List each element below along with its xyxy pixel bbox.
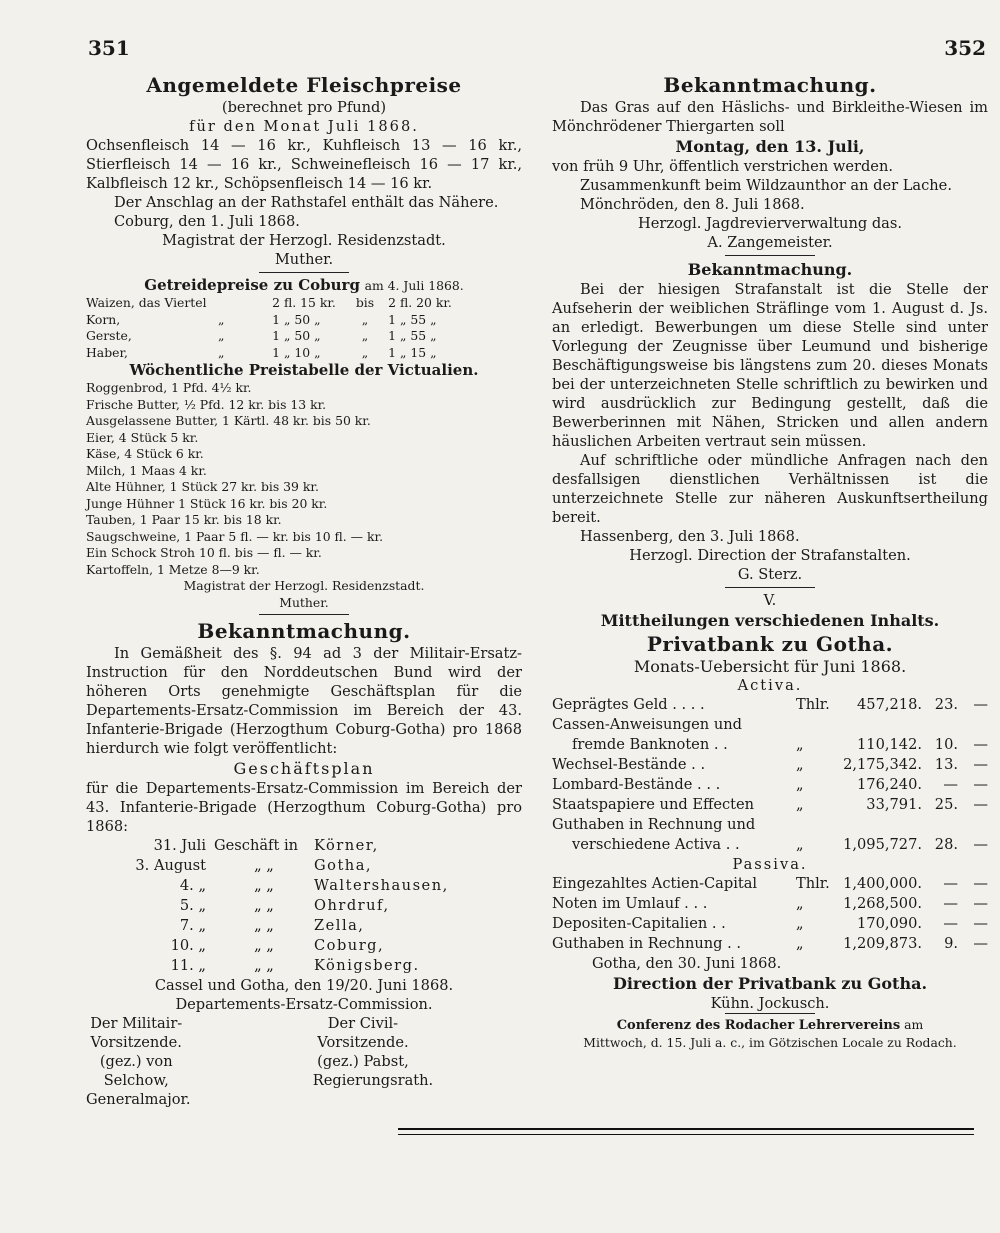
grain-unit-to: „ 15 „ <box>400 344 437 360</box>
balance-label: Eingezahltes Actien-Capital <box>552 875 758 892</box>
balance-label: Guthaben in Rechnung und <box>552 816 756 833</box>
prison-place-date: Hassenberg, den 3. Juli 1868. <box>580 528 800 545</box>
grain-name: Gerste, <box>86 328 132 343</box>
balance-silver: 23. <box>934 696 958 713</box>
balance-amount: 1,400,000. <box>843 875 922 892</box>
grain-ditto: „ <box>218 328 225 343</box>
divider <box>725 1013 815 1014</box>
grain-value-to: 2 <box>388 295 396 310</box>
prison-notice-body: Bei der hiesigen Strafanstalt ist die Stelle der Aufseherin der weiblichen Sträflinge vom 1. August d. Js. an erledigt. Bewerbungen um diese Stelle sind unter Vorlegung der Zeugnisse über Leumund und bisherige Beschäftigungsweise bis längstens zum 20. dieses Monats bei der unterzeichneten Stelle schriftlich zu bewirken und wird ausdrücklich zur Bedingung gestellt, daß die Bewerberinnen mit Nähen, Stricken und allen andern häuslichen Arbeiten vertraut sein müssen. <box>552 281 988 450</box>
balance-pfennig <box>958 715 988 735</box>
balance-label: Guthaben in Rechnung . . <box>552 935 742 952</box>
meat-prices-title: Angemeldete Fleischpreise <box>146 73 462 97</box>
signature-military <box>86 1014 295 1109</box>
schedule-business: „ „ <box>254 877 274 894</box>
balance-silver <box>922 715 958 735</box>
schedule-date: 4. „ <box>179 877 206 894</box>
balance-silver: — <box>943 776 958 793</box>
balance-currency: „ <box>796 776 804 793</box>
grain-value-from: 2 <box>272 295 280 310</box>
schedule-place: Körner, <box>314 837 379 854</box>
balance-currency: Thlr. <box>796 696 830 713</box>
victuals-signer: Muther. <box>279 594 329 610</box>
balance-pfennig: — <box>973 796 988 813</box>
page-number-right: 352 <box>944 36 986 60</box>
schedule-place: Waltershausen, <box>314 877 449 894</box>
meat-signer: Muther. <box>274 251 334 268</box>
section-numeral: V. <box>763 592 777 609</box>
victual-item: Saugschweine, 1 Paar 5 fl. — kr. bis 10 fl. — kr. <box>86 528 384 544</box>
plan-title: Geschäftsplan <box>233 759 375 778</box>
balance-row <box>552 735 988 755</box>
grain-value-to: 1 <box>388 311 396 327</box>
bank-direction: Direction der Privatbank zu Gotha. <box>612 974 928 993</box>
grain-name: Korn, <box>86 311 121 327</box>
notice-signatures <box>86 1014 522 1109</box>
schedule-date: 7. „ <box>179 917 206 934</box>
schedule-place: Zella, <box>314 917 365 934</box>
grain-value-to: 1 <box>388 344 396 360</box>
meat-prices-list: Ochsenfleisch 14 — 16 kr., Kuhfleisch 13 — 16 kr., Stierfleisch 14 — 16 kr., Schweinefleisch 16 — 17 kr., Kalbfleisch 12 kr., Schöpsenfleisch 14 — 16 kr. <box>86 137 522 192</box>
grain-value-from: 1 <box>272 344 280 360</box>
balance-pfennig <box>958 815 988 835</box>
balance-row <box>552 755 988 775</box>
notice-commission: Departements-Ersatz-Commission. <box>175 996 433 1013</box>
schedule-row <box>86 936 522 956</box>
bank-place-date: Gotha, den 30. Juni 1868. <box>592 955 782 972</box>
grass-signer: A. Zangemeister. <box>707 234 833 251</box>
balance-currency <box>796 715 832 735</box>
divider <box>725 255 815 256</box>
conference-heading <box>552 1017 988 1035</box>
balance-amount <box>832 715 922 735</box>
bank-title: Privatbank zu Gotha. <box>646 632 894 656</box>
schedule-row <box>86 956 522 976</box>
balance-row <box>552 934 988 954</box>
right-column <box>552 72 988 1051</box>
passiva-label: Passiva. <box>732 856 808 873</box>
balance-silver: 25. <box>934 796 958 813</box>
grass-authority: Herzogl. Jagdrevierverwaltung das. <box>637 215 902 232</box>
balance-silver: 10. <box>934 736 958 753</box>
plan-subtitle: für die Departements-Ersatz-Commission im Bereich der 43. Infanterie-Brigade (Herzogthum Coburg-Gotha) pro 1868: <box>86 780 522 835</box>
balance-label: Wechsel-Bestände . . <box>552 756 706 773</box>
grass-notice-body2: von früh 9 Uhr, öffentlich verstrichen werden. <box>552 158 893 175</box>
balance-silver: — <box>943 875 958 892</box>
grain-row <box>86 295 522 312</box>
grain-value-to: 1 <box>388 328 396 343</box>
signature-name: (gez.) von Selchow, <box>99 1053 173 1089</box>
signature-rank: Generalmajor. <box>86 1091 191 1108</box>
prison-authority: Herzogl. Direction der Strafanstalten. <box>629 547 911 564</box>
meat-prices-subtitle: (berechnet pro Pfund) <box>221 99 387 116</box>
schedule-business: „ „ <box>254 857 274 874</box>
schedule-business: „ „ <box>254 957 274 974</box>
grain-name: Haber, <box>86 344 128 360</box>
victual-item: Tauben, 1 Paar 15 kr. bis 18 kr. <box>86 512 282 527</box>
signature-civil <box>313 1014 522 1109</box>
meat-authority: Magistrat der Herzogl. Residenzstadt. <box>162 232 446 249</box>
balance-pfennig: — <box>973 776 988 793</box>
meat-prices-month: für den Monat Juli 1868. <box>189 118 419 135</box>
schedule-row <box>86 876 522 896</box>
grass-notice-body: Das Gras auf den Häslichs- und Birkleithe-Wiesen im Mönchrödener Thiergarten soll <box>552 99 988 135</box>
schedule-place: Gotha, <box>314 857 373 874</box>
grain-prices-table <box>86 295 522 361</box>
balance-row <box>552 894 988 914</box>
balance-pfennig: — <box>973 875 988 892</box>
victual-item: Ein Schock Stroh 10 fl. bis — fl. — kr. <box>86 545 322 560</box>
balance-currency: „ <box>796 895 804 912</box>
balance-row <box>552 775 988 795</box>
grass-notice-title: Bekanntmachung. <box>663 73 877 97</box>
balance-row <box>552 815 988 835</box>
prison-signer: G. Sterz. <box>737 566 803 583</box>
schedule-business: „ „ <box>254 937 274 954</box>
balance-row <box>552 835 988 855</box>
balance-label: Noten im Umlauf . . . <box>552 895 708 912</box>
grain-value-from: 1 <box>272 328 280 343</box>
victual-item: Käse, 4 Stück 6 kr. <box>86 446 204 461</box>
balance-pfennig: — <box>973 756 988 773</box>
schedule-row <box>86 856 522 876</box>
section-title: Mittheilungen verschiedenen Inhalts. <box>600 611 940 630</box>
grain-row <box>86 328 522 345</box>
schedule-place: Coburg, <box>314 937 385 954</box>
victual-item: Roggenbrod, 1 Pfd. 4½ kr. <box>86 380 252 395</box>
balance-label: verschiedene Activa . . <box>572 836 740 853</box>
grain-prices-title: Getreidepreise zu Coburg <box>144 276 360 294</box>
balance-pfennig: — <box>973 696 988 713</box>
balance-amount: 176,240. <box>857 776 922 793</box>
balance-pfennig: — <box>973 895 988 912</box>
grain-name: Waizen, das Viertel <box>86 295 207 310</box>
balance-label: Depositen-Capitalien . . <box>552 915 726 932</box>
grain-unit-from: „ 10 „ <box>284 344 321 360</box>
balance-amount: 1,268,500. <box>843 895 922 912</box>
balance-currency: „ <box>796 756 804 773</box>
page-number-left: 351 <box>88 36 130 60</box>
grain-unit-to: „ 55 „ <box>400 311 437 327</box>
balance-currency: „ <box>796 796 804 813</box>
bank-overview: Monats-Uebersicht für Juni 1868. <box>633 657 907 676</box>
bottom-rule <box>398 1128 974 1130</box>
balance-label: Geprägtes Geld . . . . <box>552 696 705 713</box>
balance-silver: — <box>943 895 958 912</box>
schedule-place: Königsberg. <box>314 957 420 974</box>
grain-prices-date: am 4. Juli 1868. <box>364 278 464 293</box>
activa-label: Activa. <box>737 677 803 694</box>
conference-tail: am <box>904 1017 924 1032</box>
balance-row <box>552 715 988 735</box>
victual-item: Milch, 1 Maas 4 kr. <box>86 462 207 478</box>
plan-schedule <box>86 836 522 976</box>
schedule-date: 10. „ <box>170 937 206 954</box>
balance-pfennig: — <box>973 836 988 853</box>
grain-row <box>86 312 522 329</box>
balance-currency: Thlr. <box>796 875 830 892</box>
balance-amount <box>832 815 922 835</box>
meat-place-date: Coburg, den 1. Juli 1868. <box>114 213 300 230</box>
notice-place-date: Cassel und Gotha, den 19/20. Juni 1868. <box>154 977 454 994</box>
victuals-authority: Magistrat der Herzogl. Residenzstadt. <box>183 578 425 593</box>
grain-sep: „ <box>361 311 369 327</box>
bottom-rule-thin <box>398 1134 974 1135</box>
balance-silver <box>922 815 958 835</box>
bank-signers: Kühn. Jockusch. <box>710 995 830 1012</box>
balance-currency: „ <box>796 836 804 853</box>
balance-amount: 1,209,873. <box>843 935 922 952</box>
grain-sep: „ <box>361 328 369 343</box>
balance-amount: 1,095,727. <box>843 836 922 853</box>
balance-silver: 13. <box>934 756 958 773</box>
balance-label: Cassen-Anweisungen und <box>552 716 742 733</box>
balance-label: Staatspapiere und Effecten <box>552 796 755 813</box>
victual-item: Alte Hühner, 1 Stück 27 kr. bis 39 kr. <box>86 479 319 494</box>
activa-table <box>552 695 988 855</box>
balance-silver: — <box>943 915 958 932</box>
grain-unit-to: fl. 20 kr. <box>400 295 452 310</box>
balance-pfennig: — <box>973 915 988 932</box>
victuals-title: Wöchentliche Preistabelle der Victualien. <box>129 361 479 379</box>
balance-currency <box>796 815 832 835</box>
grain-ditto: „ <box>218 311 225 327</box>
military-notice-title: Bekanntmachung. <box>197 619 411 643</box>
grain-prices-heading <box>86 276 522 295</box>
victual-item: Ausgelassene Butter, 1 Kärtl. 48 kr. bis 50 kr. <box>86 413 371 428</box>
schedule-business: „ „ <box>254 917 274 934</box>
grass-notice-date: Montag, den 13. Juli, <box>675 137 865 156</box>
military-notice-body: In Gemäßheit des §. 94 ad 3 der Militair-Ersatz-Instruction für den Norddeutschen Bund wird der höheren Orts genehmigte Geschäftsplan für die Departements-Ersatz-Commission im Bereich der 43. Infanterie-Brigade (Herzogthum Coburg-Gotha) pro 1868 hierdurch wie folgt veröffentlicht: <box>86 645 522 757</box>
grain-unit-to: „ 55 „ <box>400 328 437 343</box>
balance-silver: 9. <box>944 935 958 952</box>
victual-item: Eier, 4 Stück 5 kr. <box>86 429 199 445</box>
grass-place-date: Mönchröden, den 8. Juli 1868. <box>580 196 805 213</box>
schedule-date: 31. Juli <box>153 837 206 854</box>
balance-pfennig: — <box>973 736 988 753</box>
schedule-date: 3. August <box>135 857 206 874</box>
conference-title: Conferenz des Rodacher Lehrervereins <box>616 1018 901 1033</box>
balance-amount: 2,175,342. <box>843 756 922 773</box>
balance-amount: 110,142. <box>857 736 922 753</box>
balance-pfennig: — <box>973 935 988 952</box>
balance-row <box>552 795 988 815</box>
balance-amount: 170,090. <box>857 915 922 932</box>
passiva-table <box>552 874 988 954</box>
schedule-row <box>86 916 522 936</box>
balance-label: Lombard-Bestände . . . <box>552 776 721 793</box>
grass-notice-meeting: Zusammenkunft beim Wildzaunthor an der Lache. <box>580 177 952 194</box>
victual-item: Kartoffeln, 1 Metze 8—9 kr. <box>86 561 260 577</box>
signature-name: (gez.) Pabst, <box>317 1053 409 1070</box>
conference-text: Mittwoch, d. 15. Juli a. c., im Götzischen Locale zu Rodach. <box>583 1034 957 1050</box>
balance-currency: „ <box>796 736 804 753</box>
signature-role: Der Militair-Vorsitzende. <box>90 1015 183 1051</box>
balance-currency: „ <box>796 935 804 952</box>
balance-currency: „ <box>796 915 804 932</box>
balance-amount: 33,791. <box>866 796 922 813</box>
divider <box>725 587 815 588</box>
signature-role: Der Civil-Vorsitzende. <box>317 1015 409 1051</box>
schedule-business: „ „ <box>254 897 274 914</box>
balance-label: fremde Banknoten . . <box>572 736 728 753</box>
grain-unit-from: „ 50 „ <box>284 328 321 343</box>
schedule-row <box>86 896 522 916</box>
grain-unit-from: fl. 15 kr. <box>284 295 336 310</box>
prison-notice-body2: Auf schriftliche oder mündliche Anfragen nach den desfallsigen dienstlichen Verhältnissen ist die unterzeichnete Stelle zur näheren Auskunftsertheilung bereit. <box>552 452 988 526</box>
divider <box>259 272 349 273</box>
grain-value-from: 1 <box>272 311 280 327</box>
schedule-row <box>86 836 522 856</box>
balance-row <box>552 914 988 934</box>
schedule-date: 11. „ <box>170 957 206 974</box>
grain-row <box>86 345 522 362</box>
meat-prices-note: Der Anschlag an der Rathstafel enthält das Nähere. <box>114 194 499 211</box>
victuals-list <box>86 380 522 611</box>
prison-notice-title: Bekanntmachung. <box>687 260 853 279</box>
balance-row <box>552 695 988 715</box>
signature-rank: Regierungsrath. <box>312 1072 434 1089</box>
balance-silver: 28. <box>934 836 958 853</box>
grain-unit-from: „ 50 „ <box>284 311 321 327</box>
balance-amount: 457,218. <box>857 696 922 713</box>
balance-row <box>552 874 988 894</box>
left-column <box>86 72 522 1109</box>
schedule-place: Ohrdruf, <box>314 897 390 914</box>
divider <box>259 614 349 615</box>
schedule-business: Geschäft in <box>214 837 299 854</box>
victual-item: Junge Hühner 1 Stück 16 kr. bis 20 kr. <box>86 495 328 511</box>
victual-item: Frische Butter, ½ Pfd. 12 kr. bis 13 kr. <box>86 396 327 412</box>
grain-ditto: „ <box>218 344 225 360</box>
grain-sep: bis <box>355 295 375 310</box>
grain-sep: „ <box>361 344 369 360</box>
schedule-date: 5. „ <box>179 897 206 914</box>
